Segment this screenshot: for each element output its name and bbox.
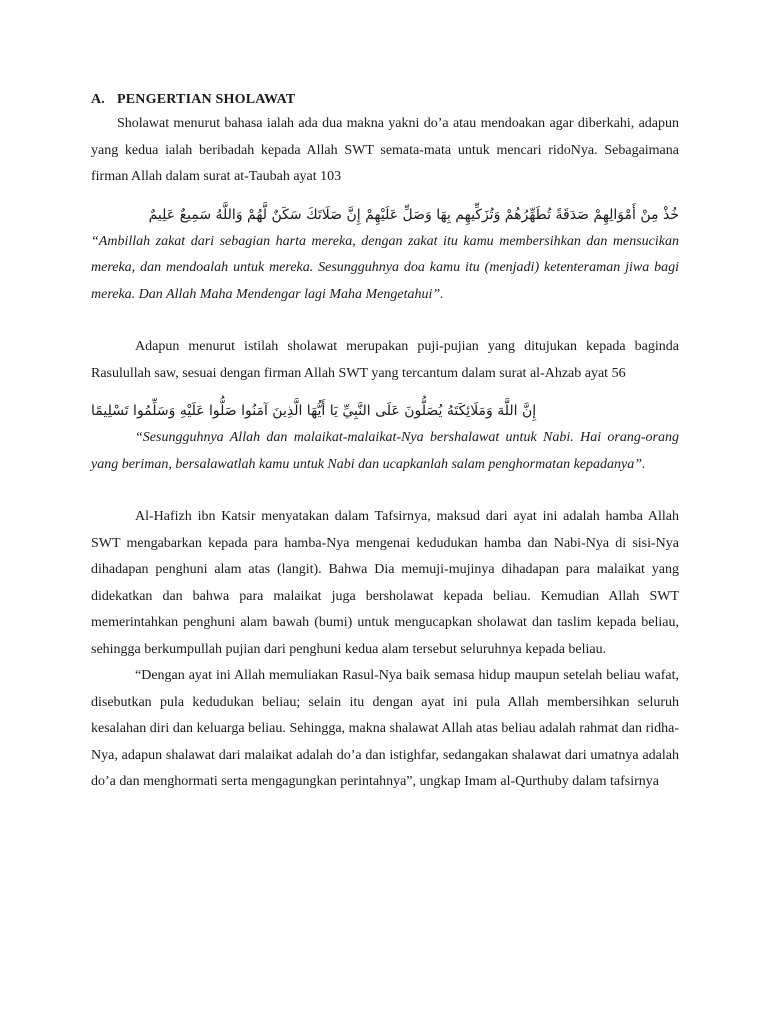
paragraph-definition-term: Adapun menurut istilah sholawat merupakan puji-pujian yang ditujukan kepada baginda Rasulullah saw, sesuai dengan firman Allah SWT yang tercantum dalam surat al-Ahzab ayat 56 (91, 339, 679, 381)
paragraph-al-qurthuby: “Dengan ayat ini Allah memuliakan Rasul-Nya baik semasa hidup maupun setelah beliau wafat, disebutkan pula kedudukan beliau; selain itu dengan ayat ini pula Allah membersihkan seluruh kesalahan diri dan keluarga beliau. Sehingga, makna shalawat Allah atas beliau adalah rahmat dan ridha-Nya, adapun shalawat dari malaikat adalah do’a dan istighfar, sedangakan shalawat dari umatnya adalah do’a dan menghormati serta mengagungkan perintahnya”, ungkap Imam al-Qurthuby dalam tafsirnya (91, 668, 679, 789)
document-page (91, 90, 679, 796)
paragraph-definition-language: Sholawat menurut bahasa ialah ada dua makna yakni do’a atau mendoakan agar diberkahi, adapun yang kedua ialah beribadah kepada Allah SWT semata-mata untuk mencari ridoNya. Sebagaimana firman Allah dalam surat at-Taubah ayat 103 (91, 116, 679, 184)
spacer (91, 478, 679, 504)
section-heading (91, 90, 679, 110)
arabic-verse-at-taubah: خُذْ مِنْ أَمْوَالِهِمْ صَدَقَةً تُطَهِّرُهُمْ وَتُزَكِّيهِم بِهَا وَصَلِّ عَلَيْهِمْ إِنَّ صَلَاتَكَ سَكَنٌ لَّهُمْ وَاللَّهُ سَمِيعٌ عَلِيمٌ (148, 206, 679, 223)
section-letter: A. (91, 92, 106, 107)
section-title: PENGERTIAN SHOLAWAT (117, 92, 296, 107)
translation-at-taubah: “Ambillah zakat dari sebagian harta mereka, dengan zakat itu kamu membersihkan dan mensucikan mereka, dan mendoalah untuk mereka. Sesungguhnya doa kamu itu (menjadi) ketenteraman jiwa bagi mereka. Dan Allah Maha Mendengar lagi Maha Mengetahui”. (91, 233, 679, 302)
spacer (91, 308, 679, 334)
arabic-verse-al-ahzab: إِنَّ اللَّهَ وَمَلَائِكَتَهُ يُصَلُّونَ عَلَى النَّبِيِّ يَا أَيُّهَا الَّذِينَ آمَنُوا صَلُّوا عَلَيْهِ وَسَلِّمُوا تَسْلِيمًا (91, 403, 537, 419)
paragraph-ibn-katsir: Al-Hafizh ibn Katsir menyatakan dalam Tafsirnya, maksud dari ayat ini adalah hamba Allah SWT mengabarkan kepada para hamba-Nya mengenai kedudukan hamba dan Nabi-Nya di sisi-Nya dihadapan penghuni alam atas (langit). Bahwa Dia memuji-mujinya dihadapan para malaikat yang didekatkan dan bahwa para malaikat juga bersholawat kepada beliau. Kemudian Allah SWT memerintahkan penghuni alam bawah (bumi) untuk mengucapkan sholawat dan taslim kepada beliau, sehingga berkumpullah pujian dari penghuni kedua alam tersebut seluruhnya kepada beliau. (91, 509, 679, 657)
translation-al-ahzab: “Sesungguhnya Allah dan malaikat-malaikat-Nya bershalawat untuk Nabi. Hai orang-orang yang beriman, bersalawatlah kamu untuk Nabi dan ucapkanlah salam penghormatan kepadanya”. (91, 430, 679, 472)
